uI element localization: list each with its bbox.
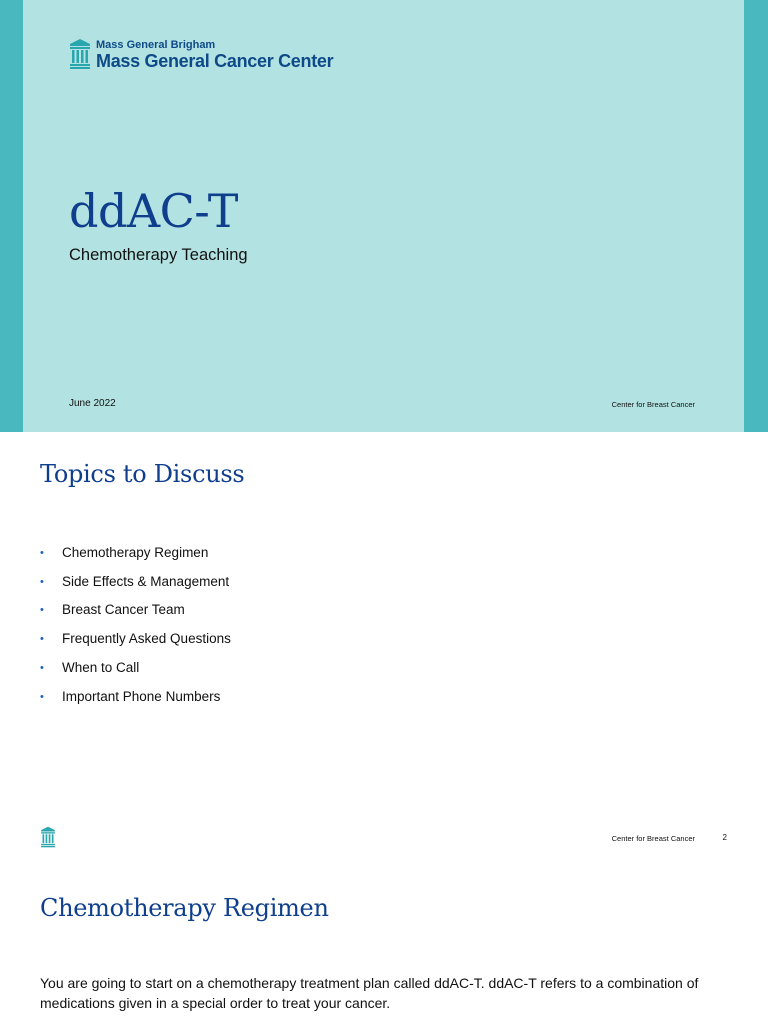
slide-title: ddAC-T [69, 184, 238, 238]
logo-center-name: Mass General Cancer Center [96, 51, 334, 71]
slide-footer: Center for Breast Cancer [611, 400, 695, 409]
columns-building-icon [69, 38, 91, 70]
bullet-icon: • [40, 604, 44, 617]
list-item: • Important Phone Numbers [40, 683, 231, 712]
slide-subtitle: Chemotherapy Teaching [69, 246, 248, 264]
bullet-icon: • [40, 661, 44, 674]
list-item: • When to Call [40, 654, 231, 683]
slide-heading: Topics to Discuss [40, 460, 245, 488]
bullet-icon: • [40, 633, 44, 646]
title-slide-panel [23, 0, 744, 432]
bullet-icon: • [40, 690, 44, 703]
list-item: • Side Effects & Management [40, 568, 231, 597]
logo-parent-name: Mass General Brigham [96, 39, 216, 51]
slide-date: June 2022 [69, 398, 116, 409]
bullet-icon: • [40, 575, 44, 588]
list-item: • Frequently Asked Questions [40, 625, 231, 654]
list-item: • Breast Cancer Team [40, 596, 231, 625]
columns-building-icon [40, 826, 56, 848]
page-number: 2 [722, 833, 727, 842]
topics-slide [0, 432, 768, 864]
bullet-icon: • [40, 547, 44, 559]
slide-heading: Chemotherapy Regimen [40, 894, 329, 922]
list-item: • Chemotherapy Regimen [40, 539, 231, 568]
slide-footer: Center for Breast Cancer [611, 834, 695, 843]
brand-logo [69, 38, 333, 71]
slide-body-text: You are going to start on a chemotherapy treatment plan called ddAC-T. ddAC-T refers to a combination of medications given in a special order to treat your cancer. [40, 975, 699, 1011]
regimen-slide [0, 864, 768, 1024]
title-slide [0, 0, 768, 432]
topics-list [40, 539, 231, 711]
